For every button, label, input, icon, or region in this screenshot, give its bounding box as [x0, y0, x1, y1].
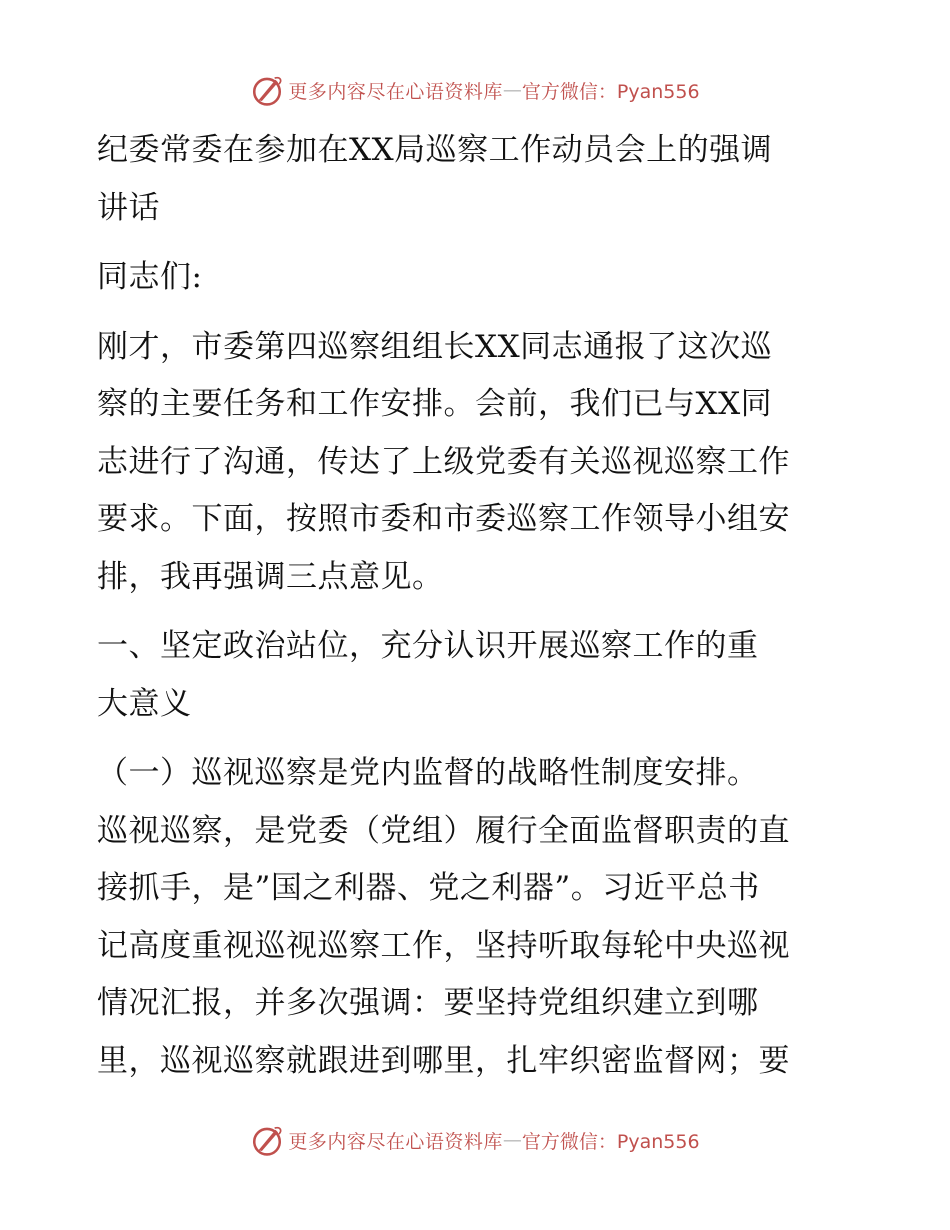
footer-watermark: [0, 1120, 950, 1160]
section-heading-line-1: 一、坚定政治站位，充分认识开展巡察工作的重: [97, 628, 759, 664]
paragraph-2-line-4: 记高度重视巡视巡察工作，坚持听取每轮中央巡视: [97, 927, 790, 964]
title-line-1: 纪委常委在参加在XX局巡察工作动员会上的强调: [97, 132, 773, 168]
document-body: [97, 122, 849, 1090]
paragraph-2-line-5: 情况汇报，并多次强调：要坚持党组织建立到哪: [97, 985, 759, 1021]
title-line-2: 讲话: [97, 189, 160, 226]
paragraph-2-line-6: 里，巡视巡察就跟进到哪里，扎牢织密监督网；要: [97, 1042, 790, 1079]
header-watermark: [0, 70, 950, 110]
paragraph-1-line-5: 排，我再强调三点意见。: [97, 558, 444, 595]
quill-logo-icon: [250, 73, 284, 107]
paragraph-2-line-1: （一）巡视巡察是党内监督的战略性制度安排。: [97, 755, 759, 791]
header-wechat-text: 官方微信：Pyan556: [521, 80, 700, 103]
header-brand-text: 更多内容尽在心语资料库: [288, 80, 503, 103]
quill-logo-icon: [250, 1123, 284, 1157]
paragraph-1-line-4: 要求。下面，按照市委和市委巡察工作领导小组安: [97, 501, 790, 537]
paragraph-2-line-3: 接抓手，是”国之利器、党之利器”。习近平总书: [97, 870, 760, 906]
header-separator: —: [502, 79, 522, 101]
paragraph-1-line-1: 刚才，市委第四巡察组组长XX同志通报了这次巡: [97, 328, 773, 365]
footer-wechat-text: 官方微信：Pyan556: [521, 1130, 700, 1153]
paragraph-1-line-3: 志进行了沟通，传达了上级党委有关巡视巡察工作: [97, 443, 790, 480]
paragraph-1-line-2: 察的主要任务和工作安排。会前，我们已与XX同: [97, 386, 773, 422]
salutation: 同志们:: [97, 259, 203, 295]
section-heading-line-2: 大意义: [97, 685, 192, 722]
footer-brand-text: 更多内容尽在心语资料库: [288, 1130, 503, 1153]
footer-separator: —: [502, 1129, 522, 1151]
paragraph-2-line-2: 巡视巡察，是党委（党组）履行全面监督职责的直: [97, 812, 790, 849]
